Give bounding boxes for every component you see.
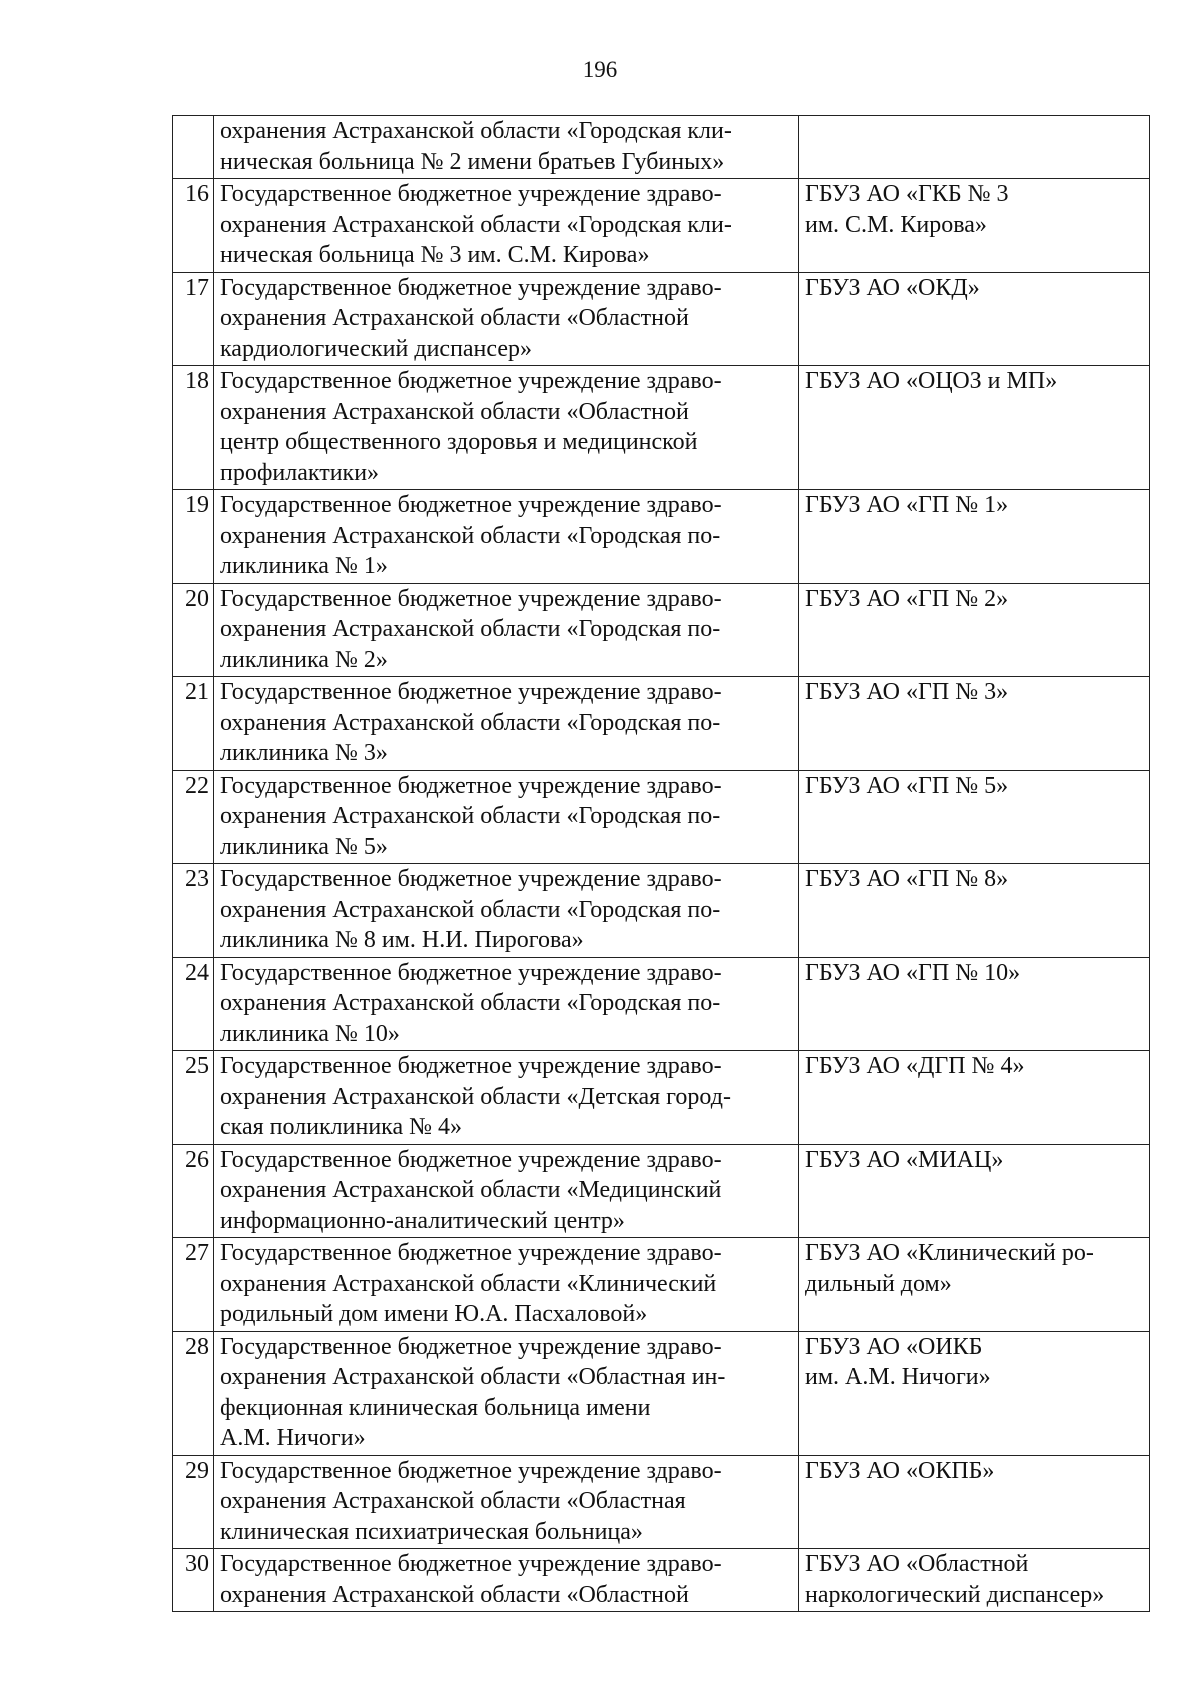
full-name-line: охранения Астраханской области «Областная ин- [220, 1364, 726, 1390]
table-row [173, 366, 1150, 490]
full-name-line: Государственное бюджетное учреждение здраво- [220, 274, 722, 301]
full-name-line: родильный дом имени Ю.А. Пасхаловой» [220, 1301, 648, 1327]
short-name-line: ГБУЗ АО «Клинический ро- [805, 1240, 1094, 1266]
full-name-line: кардиологический диспансер» [220, 335, 532, 362]
institution-short-name [799, 957, 1150, 1051]
institution-short-name [799, 770, 1150, 864]
full-name-line: Государственное бюджетное учреждение здраво- [220, 1457, 722, 1484]
row-number: 27 [173, 1238, 214, 1332]
institution-short-name [799, 583, 1150, 677]
full-name-line: охранения Астраханской области «Городская по- [220, 803, 721, 829]
row-number: 30 [173, 1549, 214, 1612]
full-name-line: ническая больница № 3 им. С.М. Кирова» [220, 242, 650, 268]
table-body [173, 116, 1150, 1612]
institution-short-name [799, 490, 1150, 584]
full-name-line: охранения Астраханской области «Клинический [220, 1270, 717, 1297]
institution-short-name [799, 1144, 1150, 1238]
institution-full-name [214, 770, 799, 864]
short-name-line: ГБУЗ АО «ОКПБ» [805, 1457, 995, 1484]
full-name-line: охранения Астраханской области «Городская по- [220, 522, 721, 549]
table-row [173, 1455, 1150, 1549]
table-row [173, 770, 1150, 864]
short-name-line: наркологический диспансер» [805, 1581, 1105, 1608]
short-name-line: ГБУЗ АО «ОКД» [805, 274, 980, 301]
full-name-line: охранения Астраханской области «Детская город- [220, 1083, 731, 1110]
institution-short-name [799, 116, 1150, 179]
full-name-line: информационно-аналитический центр» [220, 1207, 625, 1234]
page-number: 196 [582, 57, 618, 82]
table-row [173, 1549, 1150, 1612]
table-row [173, 1144, 1150, 1238]
institution-full-name [214, 957, 799, 1051]
institution-short-name [799, 1549, 1150, 1612]
institution-full-name [214, 583, 799, 677]
full-name-line: Государственное бюджетное учреждение здраво- [220, 959, 722, 986]
full-name-line: ликлиника № 5» [220, 833, 388, 860]
institution-full-name [214, 179, 799, 273]
short-name-line: ГБУЗ АО «ОЦОЗ и МП» [805, 368, 1058, 394]
table-row [173, 677, 1150, 771]
table-row [173, 1051, 1150, 1145]
row-number: 18 [173, 366, 214, 490]
institution-full-name [214, 1331, 799, 1455]
short-name-line: ГБУЗ АО «ГП № 8» [805, 866, 1009, 892]
full-name-line: охранения Астраханской области «Областной [220, 305, 689, 331]
full-name-line: ликлиника № 1» [220, 553, 388, 579]
full-name-line: ликлиника № 8 им. Н.И. Пирогова» [220, 927, 584, 953]
full-name-line: профилактики» [220, 459, 380, 486]
institution-short-name [799, 1455, 1150, 1549]
full-name-line: Государственное бюджетное учреждение здраво- [220, 1053, 722, 1079]
full-name-line: охранения Астраханской области «Городская по- [220, 896, 721, 923]
institution-full-name [214, 490, 799, 584]
institution-short-name [799, 1238, 1150, 1332]
short-name-line: ГБУЗ АО «ГП № 3» [805, 679, 1009, 705]
institution-short-name [799, 272, 1150, 366]
institution-short-name [799, 677, 1150, 771]
institution-full-name [214, 677, 799, 771]
short-name-line: ГБУЗ АО «ДГП № 4» [805, 1053, 1025, 1079]
full-name-line: Государственное бюджетное учреждение здраво- [220, 181, 722, 207]
table-row [173, 1238, 1150, 1332]
row-number: 29 [173, 1455, 214, 1549]
full-name-line: охранения Астраханской области «Городская кли- [220, 118, 732, 144]
full-name-line: клиническая психиатрическая больница» [220, 1518, 643, 1545]
row-number: 25 [173, 1051, 214, 1145]
row-number: 22 [173, 770, 214, 864]
institution-full-name [214, 1238, 799, 1332]
institutions-table [172, 115, 1150, 1612]
institution-short-name [799, 1051, 1150, 1145]
full-name-line: Государственное бюджетное учреждение здраво- [220, 679, 722, 705]
full-name-line: Государственное бюджетное учреждение здраво- [220, 1551, 722, 1577]
institution-full-name [214, 1144, 799, 1238]
full-name-line: Государственное бюджетное учреждение здраво- [220, 866, 722, 892]
institution-short-name [799, 864, 1150, 958]
row-number: 23 [173, 864, 214, 958]
institution-full-name [214, 1051, 799, 1145]
short-name-line: ГБУЗ АО «ГКБ № 3 [805, 181, 1009, 207]
table-row [173, 490, 1150, 584]
institution-full-name [214, 864, 799, 958]
full-name-line: ническая больница № 2 имени братьев Губиных» [220, 148, 725, 175]
row-number: 16 [173, 179, 214, 273]
full-name-line: охранения Астраханской области «Городская кли- [220, 211, 732, 238]
short-name-line: ГБУЗ АО «ОИКБ [805, 1333, 983, 1360]
short-name-line: дильный дом» [805, 1270, 952, 1297]
short-name-line: ГБУЗ АО «ГП № 2» [805, 585, 1009, 612]
row-number: 17 [173, 272, 214, 366]
full-name-line: ская поликлиника № 4» [220, 1114, 463, 1140]
full-name-line: охранения Астраханской области «Городская по- [220, 616, 721, 642]
short-name-line: ГБУЗ АО «ГП № 5» [805, 772, 1009, 799]
full-name-line: охранения Астраханской области «Областной [220, 1581, 689, 1608]
table-row [173, 864, 1150, 958]
institution-full-name [214, 1549, 799, 1612]
row-number [173, 116, 214, 179]
full-name-line: Государственное бюджетное учреждение здраво- [220, 772, 722, 799]
table-row [173, 272, 1150, 366]
full-name-line: Государственное бюджетное учреждение здраво- [220, 585, 722, 612]
institution-short-name [799, 179, 1150, 273]
table-row [173, 1331, 1150, 1455]
full-name-line: центр общественного здоровья и медицинской [220, 429, 698, 455]
row-number: 19 [173, 490, 214, 584]
table-row [173, 179, 1150, 273]
table-row [173, 957, 1150, 1051]
row-number: 28 [173, 1331, 214, 1455]
short-name-line: ГБУЗ АО «МИАЦ» [805, 1146, 1004, 1173]
row-number: 24 [173, 957, 214, 1051]
full-name-line: А.М. Ничоги» [220, 1425, 366, 1451]
full-name-line: охранения Астраханской области «Городская по- [220, 709, 721, 736]
row-number: 20 [173, 583, 214, 677]
table-row [173, 583, 1150, 677]
short-name-line: им. С.М. Кирова» [805, 211, 987, 238]
full-name-line: охранения Астраханской области «Областная [220, 1488, 686, 1514]
institution-short-name [799, 1331, 1150, 1455]
institution-full-name [214, 1455, 799, 1549]
institution-short-name [799, 366, 1150, 490]
full-name-line: охранения Астраханской области «Городская по- [220, 990, 721, 1016]
full-name-line: ликлиника № 3» [220, 740, 388, 766]
table-row [173, 116, 1150, 179]
full-name-line: Государственное бюджетное учреждение здраво- [220, 368, 722, 394]
row-number: 21 [173, 677, 214, 771]
full-name-line: Государственное бюджетное учреждение здраво- [220, 1240, 722, 1266]
full-name-line: охранения Астраханской области «Медицинский [220, 1177, 722, 1203]
short-name-line: им. А.М. Ничоги» [805, 1364, 991, 1390]
short-name-line: ГБУЗ АО «ГП № 10» [805, 959, 1021, 986]
full-name-line: ликлиника № 2» [220, 646, 388, 673]
full-name-line: ликлиника № 10» [220, 1020, 400, 1047]
institution-full-name [214, 272, 799, 366]
full-name-line: Государственное бюджетное учреждение здраво- [220, 1333, 722, 1360]
institution-full-name [214, 366, 799, 490]
full-name-line: Государственное бюджетное учреждение здраво- [220, 492, 722, 518]
full-name-line: охранения Астраханской области «Областной [220, 398, 689, 425]
row-number: 26 [173, 1144, 214, 1238]
institution-full-name [214, 116, 799, 179]
short-name-line: ГБУЗ АО «Областной [805, 1551, 1029, 1577]
full-name-line: Государственное бюджетное учреждение здраво- [220, 1146, 722, 1173]
full-name-line: фекционная клиническая больница имени [220, 1394, 651, 1421]
short-name-line: ГБУЗ АО «ГП № 1» [805, 492, 1009, 518]
